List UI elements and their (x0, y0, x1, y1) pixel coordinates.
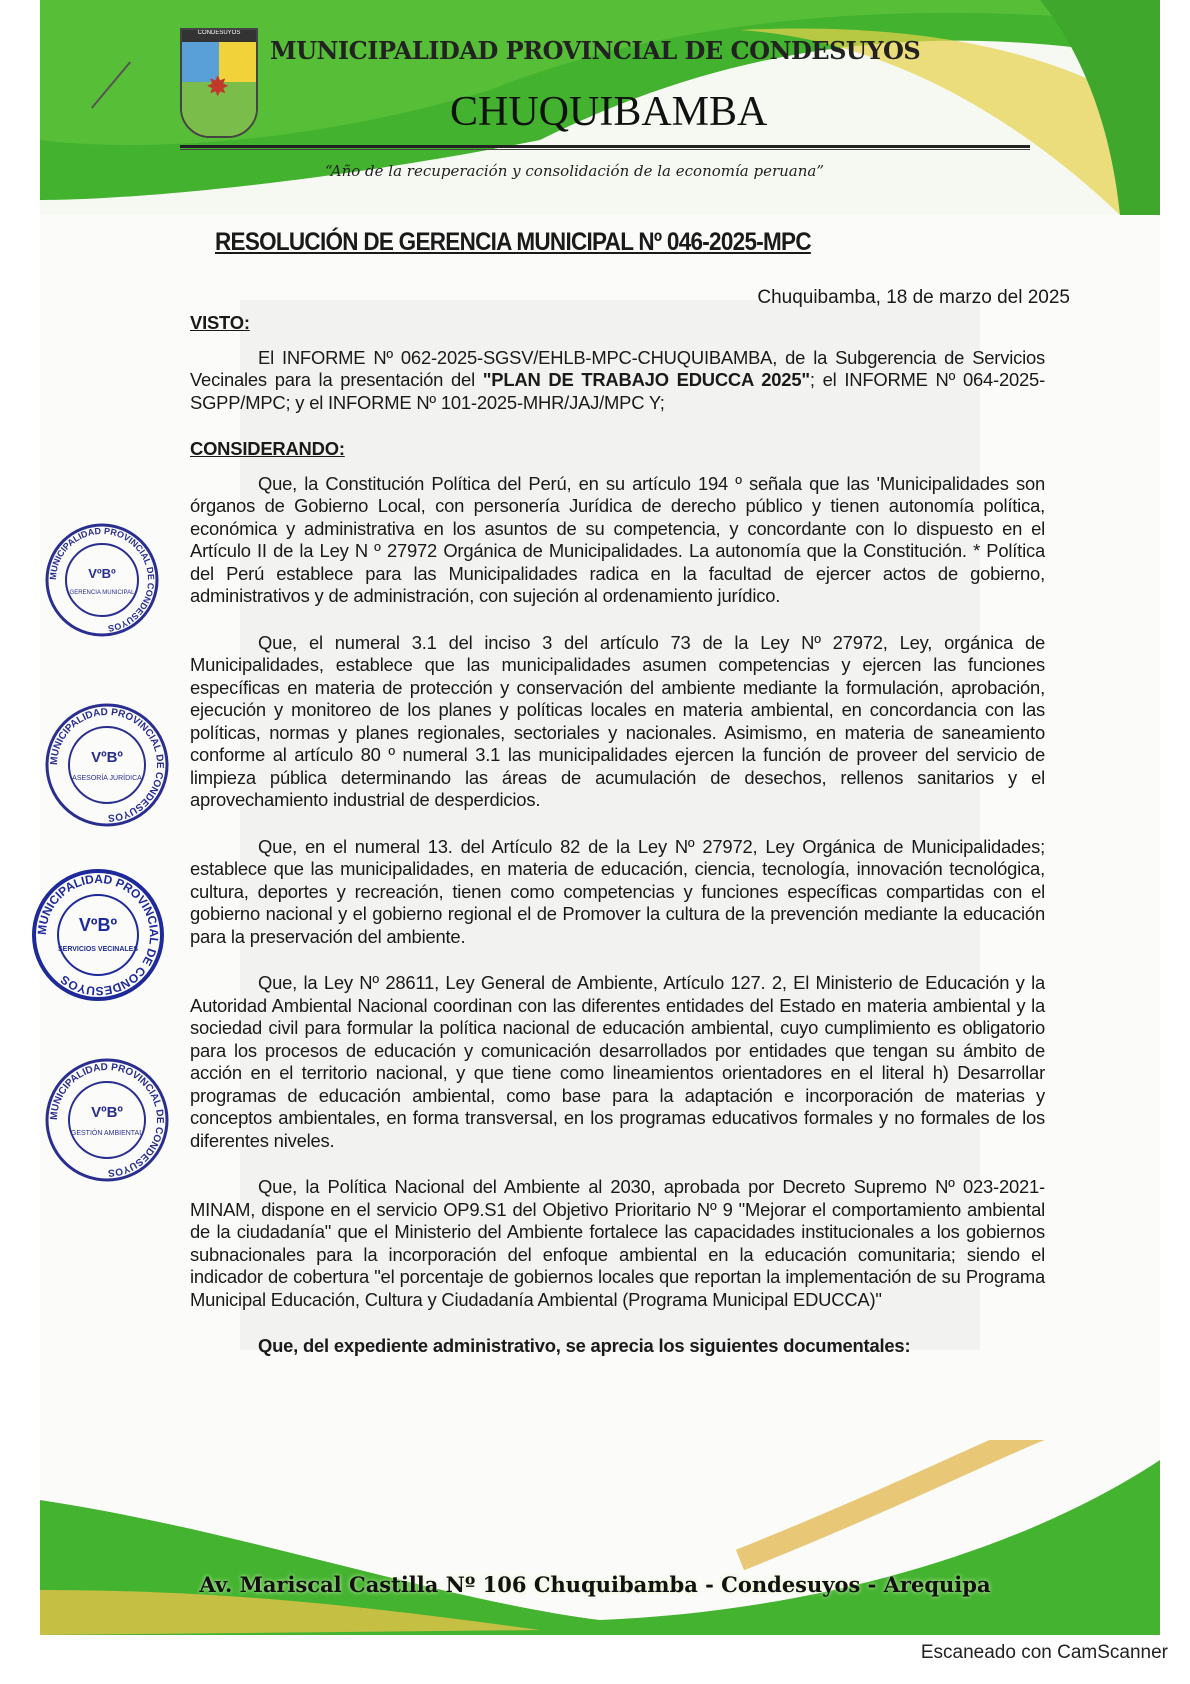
footer-background (40, 1440, 1160, 1635)
stamp-ring-text: MUNICIPALIDAD PROVINCIAL DE CONDESUYOS (48, 1061, 166, 1179)
city-name: CHUQUIBAMBA (450, 89, 768, 135)
stamp-ring-text: MUNICIPALIDAD PROVINCIAL DE CONDESUYOS (47, 525, 157, 634)
stamp-ring-text: MUNICIPALIDAD PROVINCIAL DE CONDESUYOS (34, 871, 162, 999)
crest-label: CONDESUYOS (182, 30, 256, 42)
considerando-paragraph: Que, la Política Nacional del Ambiente al 2030, aprobada por Decreto Supremo Nº 023-2021-MINAM, dispone en el servicio OP9.S1 del Objetivo Prioritario Nº 9 "Mejorar el comportamiento ambiental de la ciudadanía" que el Ministerio del Ambiente fortalece las capacidades institucionales a los gobiernos subnacionales para la incorporación del enfoque ambiental en la educación comunitaria; siendo el indicador de cobertura "el porcentaje de gobiernos locales que reportan la implementación de su Programa Municipal Educación, Cultura y Ciudadanía Ambiental (Programa Municipal EDUCCA)" (190, 1176, 1045, 1310)
stamp-office: GERENCIA MUNICIPAL (69, 590, 135, 596)
organization-name: MUNICIPALIDAD PROVINCIAL DE CONDESUYOS (270, 36, 921, 65)
municipal-crest-logo: CONDESUYOS ✸ (180, 28, 258, 138)
approval-stamp (42, 1055, 172, 1185)
approval-stamp (28, 865, 168, 1005)
visto-heading: VISTO: (190, 312, 250, 333)
document-body (190, 312, 1045, 1372)
visto-paragraph (190, 347, 1045, 415)
considerando-paragraph: Que, en el numeral 13. del Artículo 82 de la Ley Nº 27972, Ley Orgánica de Municipalidades; establece que las municipalidades, en materia de educación, ciencia, tecnología, innovación tecnológica, cultura, deportes y recreación, tienen como competencias y funciones específicas compartidas con el gobierno nacional y el gobierno regional el de Promover la cultura de la prevención mediante la educación para la preservación del ambiente. (190, 835, 1045, 947)
approval-stamp (42, 520, 162, 640)
closing-line: Que, del expediente administrativo, se aprecia los siguientes documentales: (258, 1335, 911, 1356)
considerando-paragraph: Que, la Ley Nº 28611, Ley General de Ambiente, Artículo 127. 2, El Ministerio de Educación y la Autoridad Ambiental Nacional coordinan con las diferentes entidades del Estado en materia ambiental y la sociedad civil para formular la política nacional de educación ambiental, cuyo cumplimiento es obligatorio para los procesos de educación y comunicación desarrollados por entidades que tengan su ámbito de acción en el territorio nacional, y que tiene como lineamientos orientadores en el literal h) Desarrollar programas de educación ambiental, como base para la adaptación e incorporación de materias y conceptos ambientales, en forma transversal, en los programas educativos formales y no formales de los diferentes niveles. (190, 972, 1045, 1151)
resolution-title: RESOLUCIÓN DE GERENCIA MUNICIPAL Nº 046-2025-MPC (215, 228, 811, 256)
stamp-vb: VºBº (88, 566, 116, 581)
stamp-office: SERVICIOS VECINALES (57, 946, 139, 953)
camscanner-label: Escaneado con CamScanner (920, 1642, 1168, 1663)
document-date: Chuquibamba, 18 de marzo del 2025 (757, 287, 1070, 308)
stamp-ring-text: MUNICIPALIDAD PROVINCIAL DE CONDESUYOS (48, 706, 166, 824)
stamp-office: GESTIÓN AMBIENTAL (70, 1130, 144, 1137)
year-motto: “Año de la recuperación y consolidación de la economía peruana” (325, 162, 825, 180)
stamp-office: ASESORÍA JURÍDICA (72, 775, 142, 782)
plan-name: "PLAN DE TRABAJO EDUCCA 2025" (482, 369, 810, 390)
visto-text: El INFORME Nº 062-2025-SGSV/EHLB-MPC-CHUQUIBAMBA, de la Subgerencia de Servicios Vecinales para la presentación del (190, 346, 1045, 390)
approval-stamp (42, 700, 172, 830)
stamp-vb: VºBº (91, 1104, 123, 1121)
considerando-paragraph: Que, el numeral 3.1 del inciso 3 del artículo 73 de la Ley Nº 27972, Ley, orgánica de Municipalidades, establece que las municipalidades asumen competencias y ejercen las funciones específicas en materia de protección y conservación del ambiente mediante la formulación, aprobación, ejecución y monitoreo de los planes y políticas locales en materia ambiental, en concordancia con las políticas, normas y planes regionales, sectoriales y nacionales. Asimismo, en materia de saneamiento conforme al artículo 80 º numeral 3.1 las municipalidades ejercen la función de proveer del servicio de limpieza pública determinando las áreas de acumulación de desechos, rellenos sanitarios y el aprovechamiento industrial de desperdicios. (190, 631, 1045, 810)
stamp-vb: VºBº (91, 749, 123, 766)
header-rule (180, 145, 1030, 150)
visto-text-end: ; el INFORME Nº 064-2025-SGPP/MPC; y el INFORME Nº 101-2025-MHR/JAJ/MPC Y; (190, 369, 1045, 413)
considerando-paragraph: Que, la Constitución Política del Perú, en su artículo 194 º señala que las 'Municipalidades son órganos de Gobierno Local, con personería Jurídica de derecho público y tienen autonomía política, económica y administrativa en los asuntos de su competencia, y concordante con lo dispuesto en el Artículo II de la Ley N º 27972 Orgánica de Municipalidades. La autonomía que la Constitución. * Política del Perú establece para las Municipalidades radica en la facultad de ejercer actos de gobierno, administrativos y de administración, con sujeción al ordenamiento jurídico. (190, 472, 1045, 606)
footer-address: Av. Mariscal Castilla Nº 106 Chuquibamba - Condesuyos - Arequipa (199, 1572, 991, 1597)
stamp-vb: VºBº (78, 915, 118, 935)
considerando-heading: CONSIDERANDO: (190, 438, 345, 459)
